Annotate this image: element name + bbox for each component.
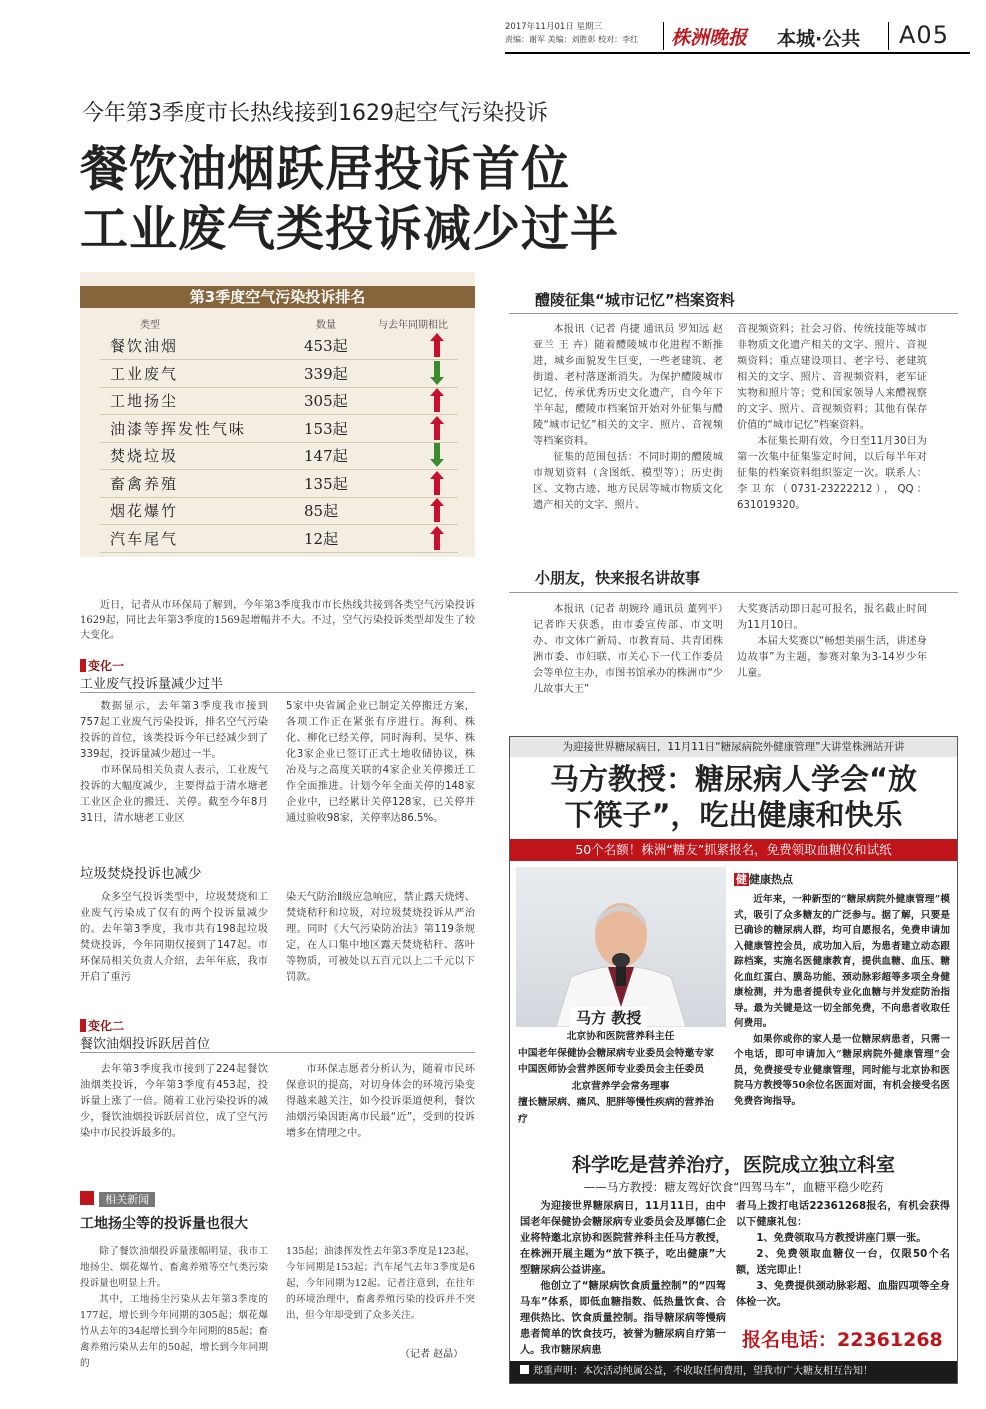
trend-up-arrow-icon [428, 387, 446, 413]
change2-title: 餐饮油烟投诉跃居首位 [80, 1037, 211, 1052]
ranking-row [94, 332, 464, 360]
ranking-count: 305起 [304, 392, 348, 410]
garbage-col-a: 众多空气投诉类型中，垃圾焚烧和工业废气污染成了仅有的两个投诉量减少的。去年第3季度，我市共有198起垃圾焚烧投诉，今年同期仅接到了147起。市环保局相关负责人介绍，去年年底，我市开启了重污 [80, 892, 268, 983]
ranking-header-count: 数量 [316, 320, 336, 331]
ranking-row [94, 497, 464, 525]
ranking-count: 453起 [304, 337, 348, 355]
related-col-a: 除了餐饮油烟投诉量涨幅明显，我市工地扬尘、烟花爆竹、畜禽养殖等空气类污染投诉量也明显上升。 其中，工地扬尘污染从去年第3季度的177起，增长到今年同期的305起；烟花爆竹从去年的34起增长到今年同期的85起；畜禽养殖污染从去年的50起，增长到今年同期的 [80, 1246, 268, 1369]
health-hot-label: 健 健康热点 [736, 873, 793, 886]
headline-main-2: 工业废气类投诉减少过半 [80, 201, 620, 257]
page-number: A05 [899, 21, 949, 49]
section-rule [80, 1052, 475, 1053]
related-col-b: 135起；油漆挥发性去年第3季度是123起，今年同期是153起；汽车尾气去年3季度是6起，今年同期为12起。记者注意到，在往年的环境治理中，畜禽养殖污染的投诉并不突出，但今年却受到了众多关注。 [286, 1246, 475, 1321]
archive-col-a: 本报讯（记者 肖捷 通讯员 罗知远 赵亚兰 王 卉）随着醴陵城市化进程不断推进，城乡面貌发生巨变，一些老建筑、老街道、老村落逐渐消失。为保护醴陵城市记忆，传承优秀历史文化遗产，自今年下半年起，醴陵市档案馆开始对外征集与醴陵“城市记忆”相关的文字、照片、音视频等档案资料。 征集的范围包括：不同时期的醴陵城市规划资料（含图纸、模型等）；历史街区、文物古迹、地方民居等城市物质文化遗产相关的文字、照片、 [533, 324, 723, 511]
editor-credits: 责编：谢军 美编：刘胜彰 校对：李红 [505, 35, 639, 44]
trend-up-arrow-icon [428, 497, 446, 523]
ranking-category: 餐饮油烟 [110, 337, 179, 355]
trend-down-arrow-icon [428, 442, 446, 468]
headline-kicker: 今年第3季度市长热线接到1629起空气污染投诉 [82, 101, 548, 126]
section-rule [509, 313, 958, 314]
ranking-row [94, 387, 464, 415]
ranking-category: 畜禽养殖 [110, 474, 179, 493]
related-icon [80, 1191, 94, 1205]
masthead-divider [888, 22, 889, 50]
doctor-portrait-icon [516, 867, 726, 1027]
archive-title: 醴陵征集“城市记忆”档案资料 [535, 291, 735, 309]
headline-main-1: 餐饮油烟跃居投诉首位 [80, 141, 571, 197]
ranking-category: 焚烧垃圾 [110, 447, 179, 465]
ad-sub-subtitle: ——马方教授：糖友驾好饮食“四驾马车”，血糖平稳少吃药 [583, 1180, 884, 1194]
ranking-count: 135起 [304, 474, 348, 493]
ranking-row [94, 442, 464, 470]
ranking-category: 油漆等挥发性气味 [110, 419, 247, 438]
story-col-b: 大奖赛活动即日起可报名，报名截止时间为11月10日。 本届大奖赛以“畅想美丽生活，讲述身边故事”为主题，参赛对象为3-14岁少年儿童。 [737, 604, 927, 679]
ranking-category: 汽车尾气 [110, 529, 179, 548]
ad-top-line: 为迎接世界糖尿病日，11月11日“糖尿病院外健康管理”大讲堂株洲站开讲 [510, 737, 957, 757]
issue-date: 2017年11月01日 星期三 [505, 22, 602, 32]
ad-title: 马方教授：糖尿病人学会“放 下筷子”，吃出健康和快乐 [549, 762, 918, 832]
doctor-photo [516, 867, 726, 1027]
change2-col-b: 市环保志愿者分析认为，随着市民环保意识的提高，对切身体会的环境污染变得越来越关注，如今投诉渠道便利，餐饮油烟污染因距离市民最“近”，受到的投诉增多在情理之中。 [286, 1064, 475, 1139]
ranking-category: 工业废气 [110, 364, 179, 383]
ranking-count: 12起 [304, 529, 339, 548]
ranking-count: 85起 [304, 502, 339, 520]
ranking-count: 147起 [304, 447, 348, 465]
ranking-row [94, 415, 464, 443]
section-name: 本城·公共 [777, 28, 861, 50]
archive-col-b: 音视频资料；社会习俗、传统技能等城市非物质文化遗产相关的文字、照片、音视频资料；重点建设项目、老字号、老建筑相关的文字、照片、音视频资料，老军证实物和照片等；党和国家领导人来醴视察的文字、照片、音视频资料；其他有保存价值的“城市记忆”档案资料。 本征集长期有效，今日至11月30日为第一次集中征集鉴定时间，以后每半年对征集的档案资料组织鉴定一次。联系人：李卫东（0731-23222212），QQ：631019320。 [737, 324, 927, 511]
trend-up-arrow-icon [428, 470, 446, 496]
related-title: 工地扬尘等的投诉量也很大 [80, 1216, 248, 1232]
change1-tag: 变化一 [80, 657, 124, 674]
ranking-category: 烟花爆竹 [110, 502, 179, 520]
ad-disclaimer: 郑重声明：本次活动纯属公益，不收取任何费用，望我市广大糖友相互告知！ [510, 1361, 957, 1383]
section-rule [509, 592, 958, 593]
garbage-col-b: 染天气防治Ⅱ级应急响应，禁止露天烧烤、焚烧秸秆和垃圾，对垃圾焚烧投诉从严治理。同时《大气污染防治法》第119条规定，在人口集中地区露天焚烧秸秆、落叶等物质，可被处以五百元以上二千元以下罚款。 [286, 892, 475, 983]
ranking-header-type: 类型 [140, 320, 160, 331]
change1-col-b: 5家中央省属企业已制定关停搬迁方案，各项工作正在紧张有序进行。海利、株化、柳化已经关停，同时海利、昊华、株化3家企业已签订正式土地收储协议，株冶及与之高度关联的4家企业关停搬迁工作全面推进。计划今年全面关停的148家企业中，已经累计关停128家，已关停并通过验收98家，关停率达86.5%。 [286, 701, 475, 824]
ad-subtitle: 科学吃是营养治疗，医院成立独立科室 [571, 1154, 895, 1176]
change1-col-a: 数据显示，去年第3季度我市接到757起工业废气污染投诉，排名空气污染投诉的首位，该类投诉今年已经减少到了339起，投诉量减少超过一半。 市环保局相关负责人表示，工业废气投诉的大幅度减少，主要得益于清水塘老工业区企业的搬迁、关停。截至今年8月31日，清水塘老工业区 [80, 701, 268, 824]
change2-tag: 变化二 [80, 1017, 124, 1034]
newspaper-logo: 株洲晚报 [671, 27, 748, 49]
related-byline: （记者 赵晶） [400, 1349, 464, 1360]
hot-label-icon: 健 [736, 873, 747, 886]
ranking-title: 第3季度空气污染投诉排名 [80, 286, 475, 308]
health-ad [509, 736, 958, 1384]
trend-up-arrow-icon [428, 525, 446, 551]
ad-body-right: 者马上拨打电话22361268报名，有机会获得以下健康礼包： 1、免费领取马方教授讲座门票一张。 2、免费领取血糖仪一台，仅限50个名额，送完即止！ 3、免费提供颈动脉彩超、血脂四项等全身体检一次。 [736, 1201, 950, 1308]
story-col-a: 本报讯（记者 胡婉玲 通讯员 董列平）记者昨天获悉，由市委宣传部、市文明办、市文体广新局、市教育局、共青团株洲市委、市妇联、市关心下一代工作委员会等单位主办，市图书馆承办的株洲市“少儿故事大王” [533, 604, 723, 695]
ranking-header-trend: 与去年同期相比 [378, 320, 448, 331]
related-tag: 相关新闻 [80, 1188, 180, 1206]
ad-phone: 报名电话：22361268 [742, 1329, 943, 1351]
doctor-credentials: 北京协和医院营养科主任 中国老年保健协会糖尿病专业委员会特邀专家 中国医师协会营养医师专业委员会主任委员 北京营养学会常务理事 擅长糖尿病、痛风、肥胖等慢性疾病的营养治疗 [518, 1031, 714, 1125]
tag-bar-icon [80, 1019, 86, 1032]
health-hot-text: 近年来，一种新型的“糖尿病院外健康管理”模式，吸引了众多糖友的广泛参与。据了解，只要是已确诊的糖尿病人群，均可自愿报名，免费申请加入健康管控会员，成功加入后，为患者建立动态跟踪档案，实施名医健康教育，提供血糖、血压、糖化血红蛋白、膜岛功能、颈动脉彩超等多项全身健康检测，并为患者提供专业化血糖与并发症防治指导。最为关键是这一切全部免费，不向患者收取任何费用。 如果你或你的家人是一位糖尿病患者，只需一个电话，即可申请加入“糖尿病院外健康管理”会员，免费接受专业健康管理，同时能与北京协和医院马方教授等50余位名医面对面，有机会接受名医免费咨询指导。 [734, 894, 950, 1107]
story-title: 小朋友，快来报名讲故事 [535, 569, 701, 587]
tag-bar-icon [80, 659, 86, 672]
square-icon [520, 1365, 529, 1374]
ranking-row [94, 525, 464, 553]
ad-body-left: 为迎接世界糖尿病日，11月11日，由中国老年保健协会糖尿病专业委员会及厚德仁企业将特邀北京协和医院营养科主任马方教授，在株洲开展主题为“放下筷子，吃出健康”大型糖尿病公益讲座。 他创立了“糖尿病饮食质量控制”的“四驾马车”体系，即低血糖指数、低热量饮食、合理供热比、饮食质量控制。指导糖尿病等慢病患者简单的饮食技巧，被誉为糖尿病自疗第一人。我市糖尿病患 [520, 1201, 726, 1356]
masthead-divider [663, 22, 664, 50]
ranking-row-divider [100, 552, 458, 553]
ad-banner: 50个名额！株洲“糖友”抓紧报名，免费领取血糖仪和试纸 [510, 839, 957, 861]
trend-up-arrow-icon [428, 415, 446, 441]
section-rule [80, 692, 475, 693]
ranking-row [94, 470, 464, 498]
ranking-count: 153起 [304, 419, 348, 438]
intro-paragraph: 近日，记者从市环保局了解到，今年第3季度我市市长热线共接到各类空气污染投诉1629起，同比去年第3季度的1569起增幅并不大。不过，空气污染投诉类型却发生了较大变化。 [80, 600, 475, 641]
ranking-count: 339起 [304, 364, 348, 383]
ranking-category: 工地扬尘 [110, 392, 179, 410]
trend-up-arrow-icon [428, 332, 446, 358]
ranking-row [94, 360, 464, 388]
masthead [505, 20, 970, 54]
ranking-table [80, 272, 475, 557]
change1-title: 工业废气投诉量减少过半 [80, 677, 224, 692]
change2-col-a: 去年第3季度我市接到了224起餐饮油烟类投诉，今年第3季度有453起，投诉量上涨了一倍。随着工业污染投诉的减少，餐饮油烟投诉跃居首位，成了空气污染中市民投诉最多的。 [80, 1064, 268, 1139]
doctor-name-tag: 马方 教授 [570, 1007, 647, 1028]
garbage-title: 垃圾焚烧投诉也减少 [80, 866, 202, 882]
trend-down-arrow-icon [428, 360, 446, 386]
